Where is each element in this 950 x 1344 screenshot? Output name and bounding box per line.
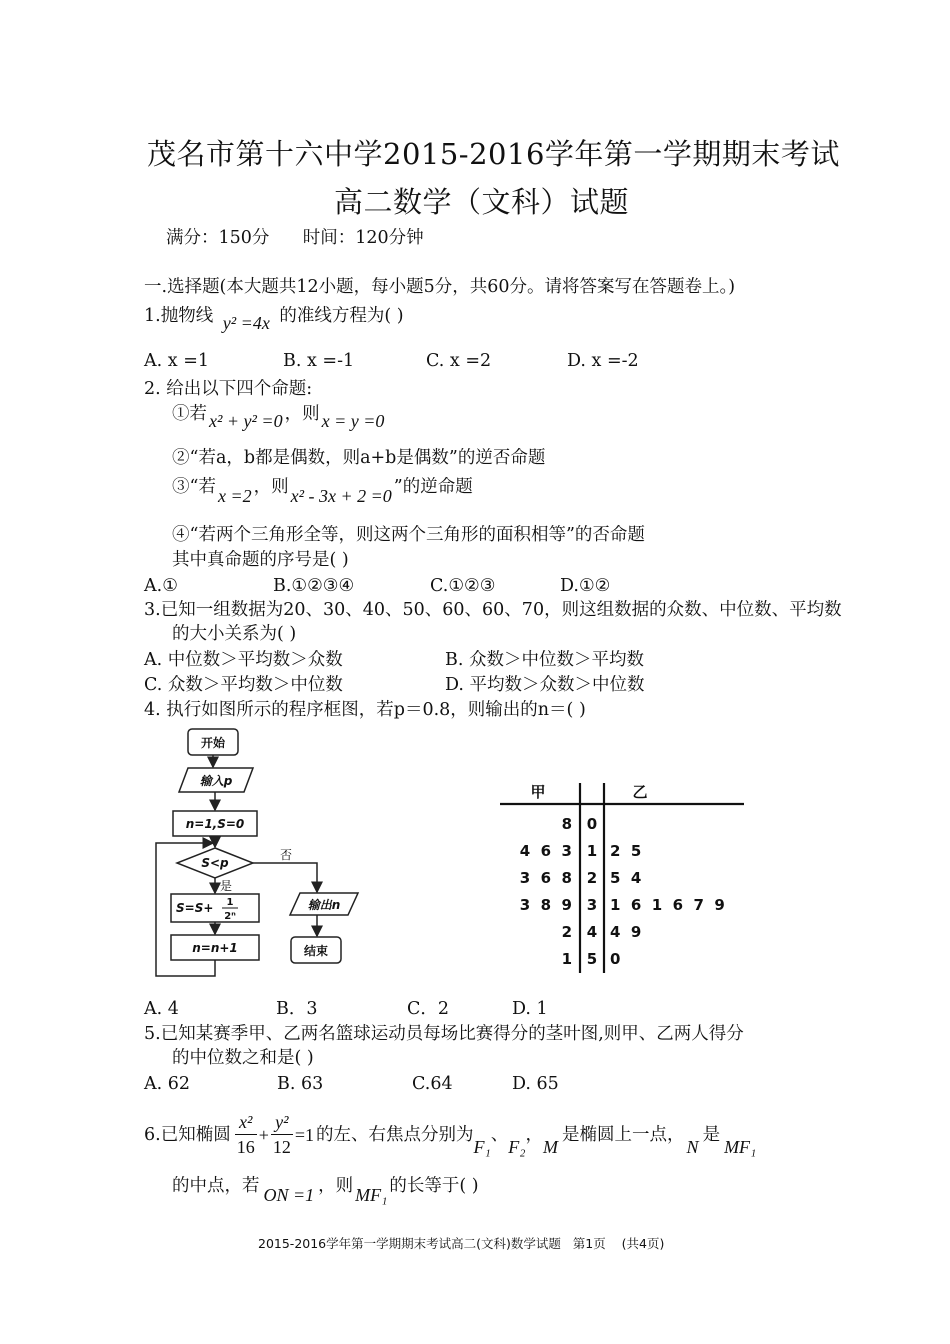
stem-leaf-plot [500, 775, 750, 975]
q4-line: 4. 执行如图所示的程序框图，若p＝0.8，则输出的n＝( ) [144, 700, 586, 720]
q2-ask: 其中真命题的序号是( ) [172, 550, 349, 570]
q6-ON: ON =1 [263, 1185, 315, 1205]
q2-prop1-b: ，则 [284, 404, 320, 424]
q1-tail: 的准线方程为( ) [279, 306, 404, 326]
q3-option-d: D. 平均数＞众数＞中位数 [445, 675, 645, 695]
q6-line2-a: 的中点，若 [172, 1176, 260, 1196]
q2-prop1-formula2: x = y =0 [321, 411, 385, 431]
exam-info: 满分：150分 时间：120分钟 [166, 228, 424, 248]
q2-prop3-formula1: x =2 [217, 486, 252, 506]
q2-prop1-formula1: x² + y² =0 [209, 411, 283, 431]
stem-leaf-left-row3: 3 8 9 [519, 896, 572, 914]
flow-start-label: 开始 [200, 736, 226, 750]
q2-prop3-formula2: x² - 3x + 2 =0 [290, 486, 392, 506]
q5-line2: 的中位数之和是( ) [172, 1048, 314, 1068]
q2-prop3-a: ③“若 [172, 477, 216, 497]
stem-leaf-stem-row1: 1 [586, 842, 598, 860]
stem-leaf-stem-row0: 0 [586, 815, 598, 833]
stem-leaf-right-row1: 2 5 [610, 842, 642, 860]
flow-input-label: 输入p [199, 774, 233, 788]
stem-leaf-right-row4: 4 9 [610, 923, 642, 941]
q2-option-a: A.① [144, 576, 178, 596]
q2-prop1-a: ①若 [172, 404, 207, 424]
q6-M: M [543, 1136, 559, 1157]
q4-option-d: D. 1 [512, 999, 548, 1019]
q5-option-c: C.64 [412, 1074, 453, 1094]
q3-option-c: C. 众数＞平均数＞中位数 [144, 675, 343, 695]
stem-leaf-right-row5: 0 [610, 950, 621, 968]
flow-init-label: n=1,S=0 [185, 817, 245, 831]
q3-option-b: B. 众数＞中位数＞平均数 [445, 650, 644, 670]
stem-leaf-left-row5: 1 [561, 950, 572, 968]
flow-cond-label: S<p [201, 856, 229, 870]
q2-prop3-b: ，则 [253, 477, 289, 497]
q6-MF1: MF₁ [724, 1136, 757, 1157]
q6-F2: F₂ [508, 1136, 526, 1157]
q2-option-d: D.①② [560, 576, 611, 596]
q6-lead: 6.已知椭圆 [144, 1124, 231, 1145]
q6-frac2-num: y² [271, 1110, 293, 1135]
q5-option-d: D. 65 [512, 1074, 559, 1094]
q6-mid2: 是椭圆上一点， [562, 1124, 685, 1145]
stem-leaf-stem-row3: 3 [586, 896, 598, 914]
q2-prop4: ④“若两个三角形全等，则这两个三角形的面积相等”的否命题 [172, 525, 645, 545]
q2-prop3 [172, 474, 473, 506]
stem-leaf-left-row0: 8 [561, 815, 572, 833]
flow-output-label: 输出n [307, 898, 341, 912]
q6-frac2 [271, 1110, 293, 1159]
q6-F1: F₁ [473, 1136, 491, 1157]
q5-option-a: A. 62 [144, 1074, 191, 1094]
q2-prop3-c: ”的逆命题 [393, 477, 473, 497]
flow-update-n-label: n=n+1 [192, 941, 238, 955]
q2-prop2: ②“若a，b都是偶数，则a+b是偶数”的逆否命题 [172, 448, 546, 468]
stem-leaf-right-row2: 5 4 [610, 869, 642, 887]
q6-plus: + [258, 1124, 269, 1145]
stem-leaf-right-title: 乙 [632, 783, 648, 801]
stem-leaf-stem-row5: 5 [586, 950, 598, 968]
q6-is: 是 [702, 1124, 721, 1145]
q1-stem [144, 303, 404, 333]
q4-option-a: A. 4 [144, 999, 179, 1019]
q2-prop1 [172, 401, 386, 431]
q6-frac1 [235, 1110, 257, 1159]
q6-line2 [172, 1173, 479, 1205]
q6-MF1b: MF₁ [355, 1185, 388, 1205]
q2-option-c: C.①②③ [430, 576, 496, 596]
stem-leaf-left-row1: 4 6 3 [519, 842, 572, 860]
q1-formula: y² =4x [222, 313, 270, 333]
q6-comma: ， [525, 1124, 544, 1145]
q6-frac1-num: x² [235, 1110, 257, 1135]
flow-arrow-no [253, 863, 317, 892]
flowchart [140, 722, 380, 987]
q3-line2: 的大小关系为( ) [172, 624, 297, 644]
stem-leaf-stem-row2: 2 [586, 869, 598, 887]
q3-line1: 3.已知一组数据为20、30、40、50、60、60、70，则这组数据的众数、中位数、平均数 [144, 600, 842, 620]
stem-leaf-left-title: 甲 [530, 783, 546, 801]
q6-frac1-den: 16 [236, 1137, 255, 1157]
flow-update-s-label: S=S+ [176, 901, 214, 915]
stem-leaf-left-row2: 3 6 8 [519, 869, 572, 887]
q2-option-b: B.①②③④ [273, 576, 355, 596]
page-title-line2: 高二数学（文科）试题 [334, 185, 630, 219]
flow-frac-den: 2ⁿ [224, 911, 236, 922]
q6-mid: 的左、右焦点分别为 [316, 1124, 474, 1145]
q2-lead: 2. 给出以下四个命题: [144, 379, 313, 399]
stem-leaf-left-row4: 2 [561, 923, 572, 941]
q6-line1 [144, 1110, 756, 1159]
q1-option-d: D. x =-2 [567, 351, 639, 371]
flow-frac-num: 1 [226, 897, 234, 908]
stem-leaf-stem-row4: 4 [586, 923, 598, 941]
q6-line2-c: 的长等于( ) [389, 1176, 479, 1196]
page-title-line1: 茂名市第十六中学2015-2016学年第一学期期末考试 [147, 137, 840, 171]
q1-option-a: A. x =1 [144, 351, 209, 371]
flow-no-label: 否 [280, 848, 293, 862]
q6-frac2-den: 12 [272, 1137, 291, 1157]
flow-end-label: 结束 [303, 944, 329, 958]
q5-option-b: B. 63 [277, 1074, 324, 1094]
q3-option-a: A. 中位数＞平均数＞众数 [144, 650, 343, 670]
q1-option-b: B. x =-1 [283, 351, 355, 371]
q6-N: N [686, 1136, 699, 1157]
q1-option-c: C. x =2 [426, 351, 492, 371]
q1-lead: 1.抛物线 [144, 306, 214, 326]
q6-sep: 、 [490, 1124, 509, 1145]
flow-yes-label: 是 [220, 879, 233, 893]
q6-eq: =1 [294, 1124, 315, 1145]
stem-leaf-right-row3: 1 6 1 6 7 9 [610, 896, 725, 914]
page-footer: 2015-2016学年第一学期期末考试高二(文科)数学试题 第1页 (共4页) [258, 1236, 665, 1251]
section-heading: 一.选择题(本大题共12小题，每小题5分，共60分。请将答案写在答题卷上。) [144, 277, 736, 297]
q6-line2-b: ，则 [318, 1176, 354, 1196]
q5-line1: 5.已知某赛季甲、乙两名篮球运动员每场比赛得分的茎叶图,则甲、乙两人得分 [144, 1024, 744, 1044]
q4-option-c: C．2 [407, 999, 450, 1019]
q4-option-b: B．3 [276, 999, 318, 1019]
